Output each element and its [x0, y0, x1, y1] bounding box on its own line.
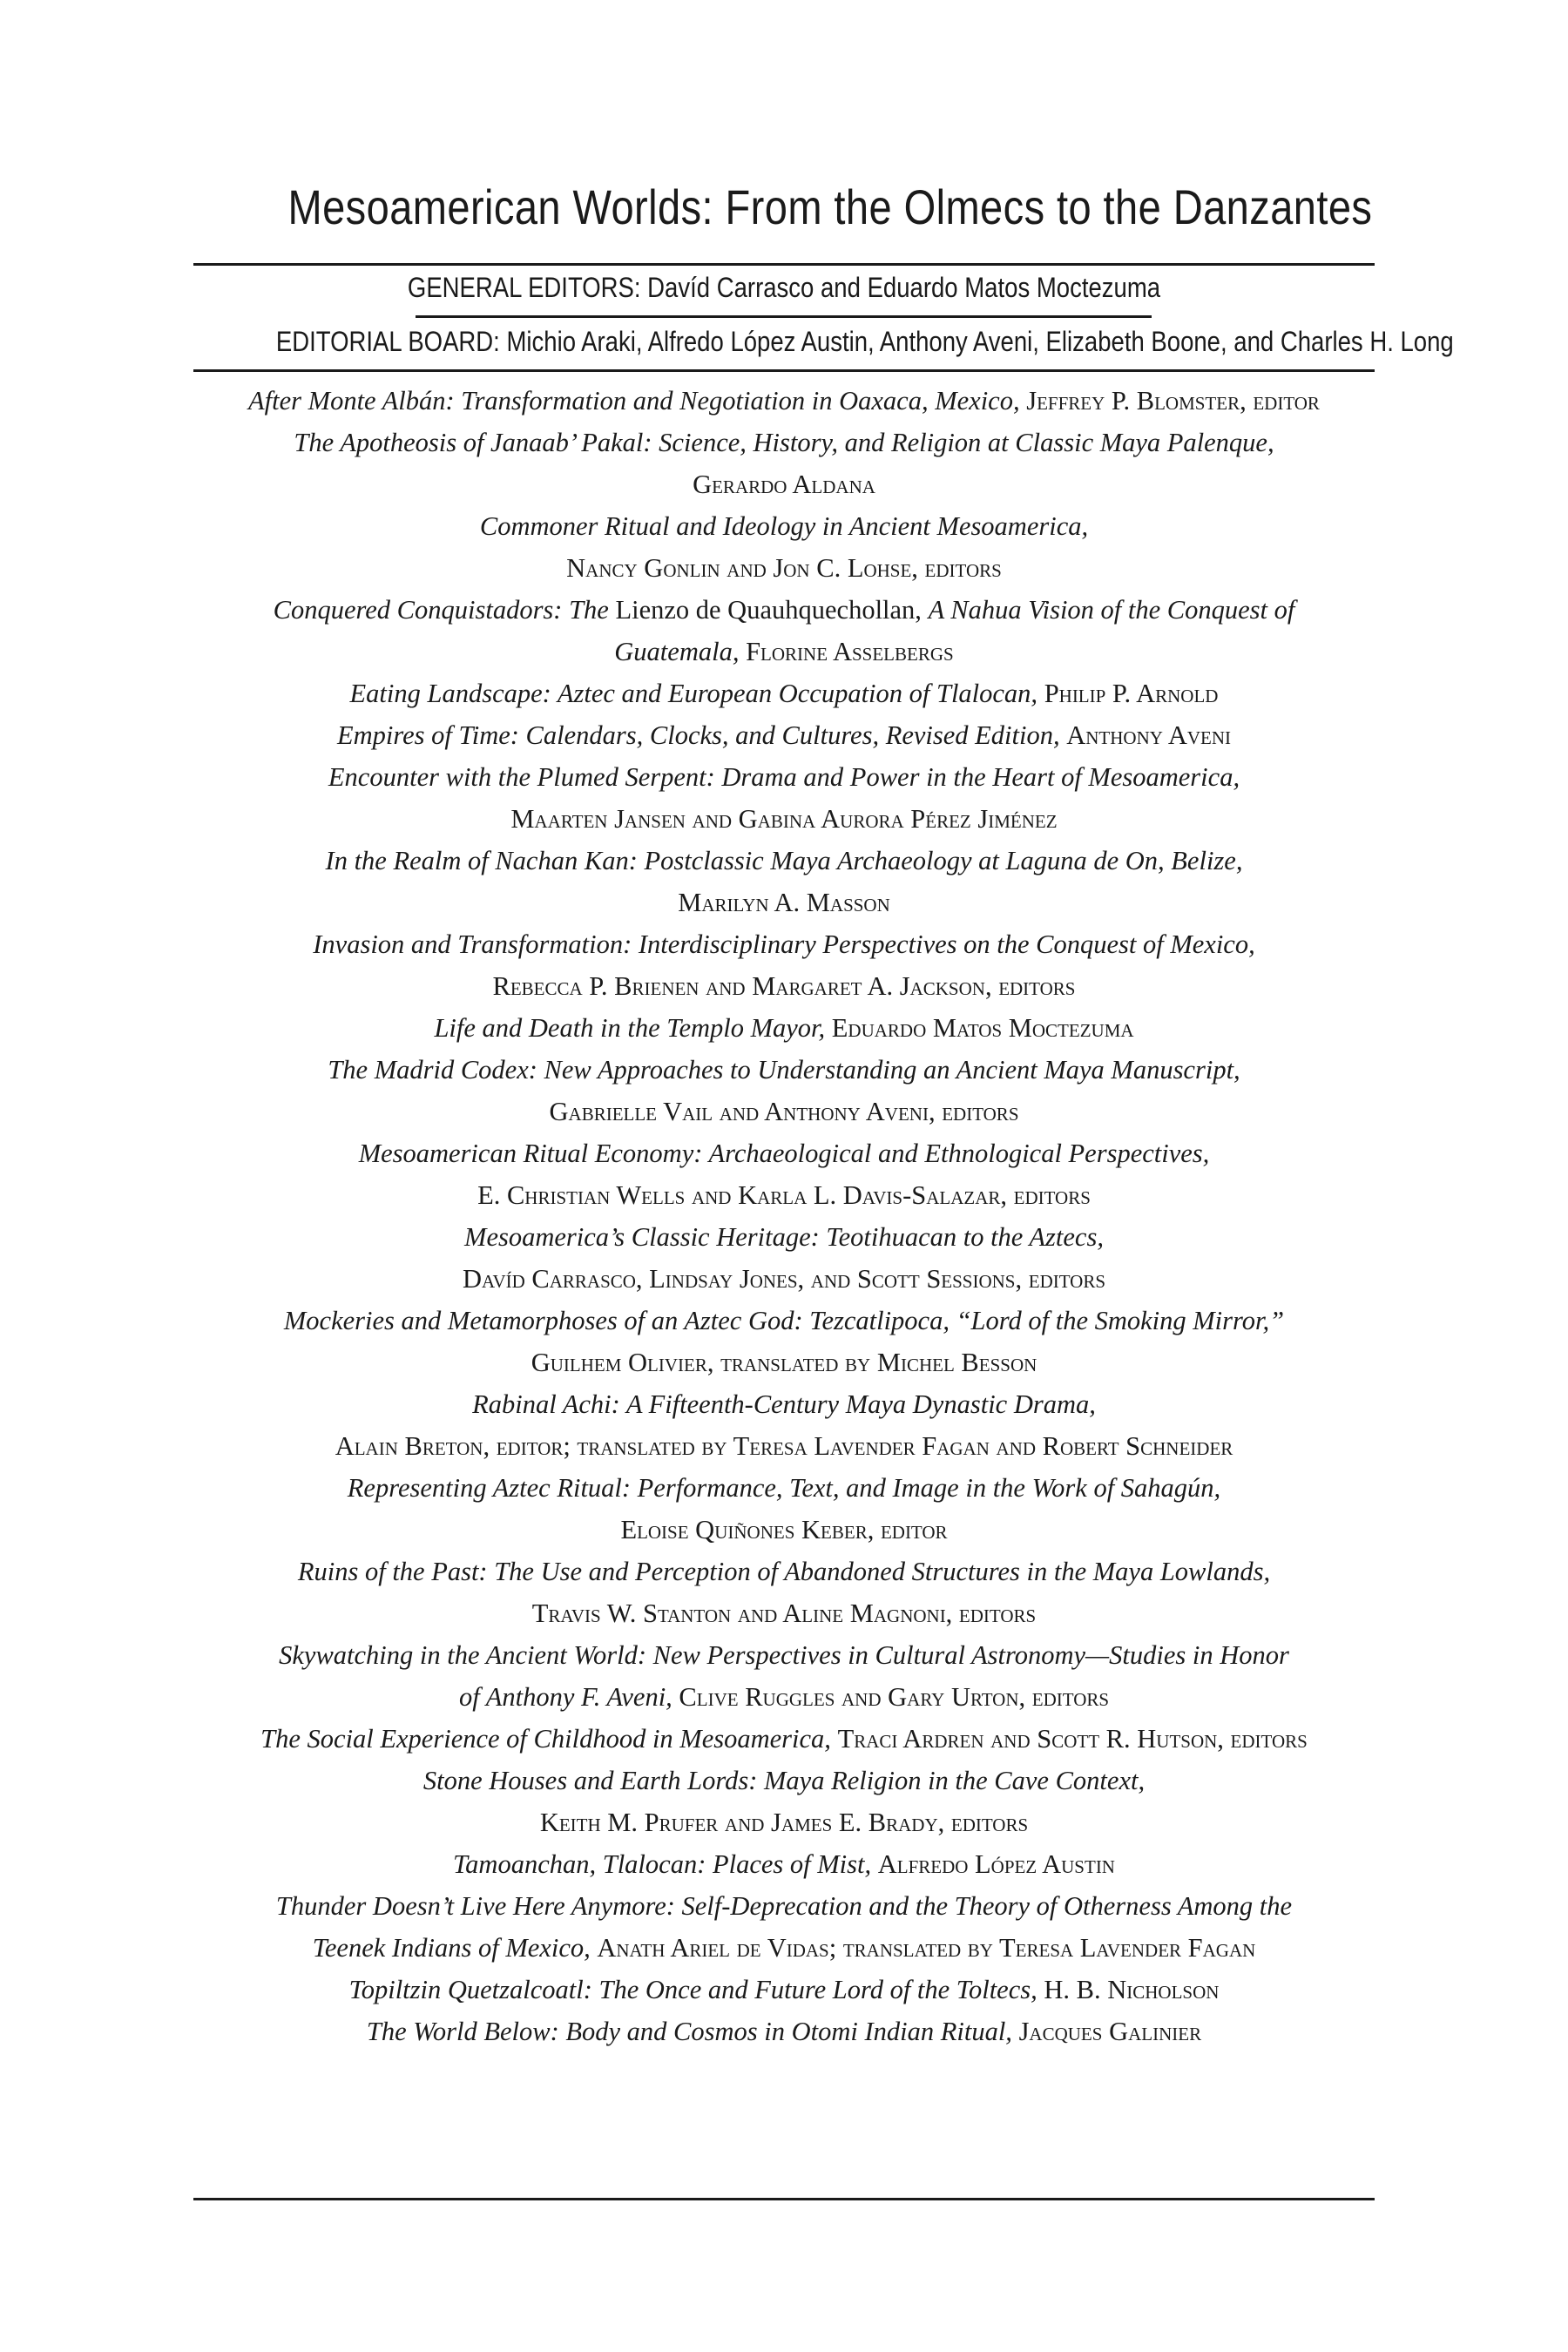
book-author: Marilyn A. Masson — [678, 888, 890, 917]
book-entry-line — [193, 798, 1375, 840]
book-entry — [193, 1634, 1375, 1718]
editors-divider — [416, 315, 1152, 318]
general-editors: GENERAL EDITORS: Davíd Carrasco and Eduardo Matos Moctezuma — [407, 272, 1161, 303]
book-title: Thunder Doesn’t Live Here Anymore: Self-Deprecation and the Theory of Otherness Among the — [275, 1891, 1293, 1921]
book-author: Travis W. Stanton and Aline Magnoni, editors — [531, 1598, 1037, 1628]
book-entry — [193, 756, 1375, 840]
board-divider — [193, 369, 1375, 372]
book-title: In the Realm of Nachan Kan: Postclassic Maya Archaeology at Laguna de On, Belize, — [325, 846, 1243, 875]
title-divider — [193, 263, 1375, 266]
book-entry-line — [193, 1132, 1375, 1174]
book-entry — [193, 1383, 1375, 1467]
book-title: Ruins of the Past: The Use and Perception of Abandoned Structures in the Maya Lowlands, — [297, 1557, 1271, 1586]
book-entry-line — [193, 463, 1375, 505]
book-author: Jacques Galinier — [1018, 2017, 1202, 2046]
book-entry — [193, 2011, 1375, 2052]
book-entry — [193, 380, 1375, 422]
book-entry-line — [193, 1801, 1375, 1843]
book-title: Mockeries and Metamorphoses of an Aztec God: Tezcatlipoca, “Lord of the Smoking Mirror,” — [283, 1306, 1285, 1335]
book-entry — [193, 505, 1375, 589]
book-entry — [193, 1007, 1375, 1049]
book-entry — [193, 714, 1375, 756]
book-entry-line — [193, 1300, 1375, 1342]
book-entry-line — [193, 1969, 1375, 2011]
book-entry-line — [193, 1676, 1375, 1718]
book-author: Alain Breton, editor; translated by Teresa Lavender Fagan and Robert Schneider — [335, 1431, 1233, 1461]
editorial-board: EDITORIAL BOARD: Michio Araki, Alfredo López Austin, Anthony Aveni, Elizabeth Boone, and Charles H. Long — [275, 326, 1454, 357]
book-title-upright: Lienzo de Quauhquechollan, — [615, 595, 922, 625]
book-entry-line — [193, 631, 1375, 672]
book-author: Davíd Carrasco, Lindsay Jones, and Scott Sessions, editors — [462, 1264, 1106, 1294]
book-entry — [193, 1969, 1375, 2011]
book-title: Encounter with the Plumed Serpent: Drama and Power in the Heart of Mesoamerica, — [328, 762, 1240, 792]
book-author: Traci Ardren and Scott R. Hutson, editors — [837, 1724, 1308, 1754]
book-entry — [193, 422, 1375, 505]
book-entry-line — [193, 1383, 1375, 1425]
book-entry — [193, 840, 1375, 923]
book-entry-line — [193, 1927, 1375, 1969]
book-title: The World Below: Body and Cosmos in Otomi Indian Ritual, — [366, 2017, 1012, 2046]
book-title: Invasion and Transformation: Interdisciplinary Perspectives on the Conquest of Mexico, — [313, 929, 1255, 959]
book-title: Rabinal Achi: A Fifteenth-Century Maya Dynastic Drama, — [472, 1389, 1096, 1419]
book-entry-line — [193, 1342, 1375, 1383]
book-title: Tamoanchan, Tlalocan: Places of Mist, — [453, 1849, 872, 1879]
book-author: Jeffrey P. Blomster, editor — [1026, 386, 1320, 416]
book-entry-line — [193, 2011, 1375, 2052]
book-entry-line — [193, 1216, 1375, 1258]
book-author: Guilhem Olivier, translated by Michel Besson — [531, 1348, 1037, 1377]
book-author: Eduardo Matos Moctezuma — [831, 1013, 1134, 1043]
book-entry-line — [193, 965, 1375, 1007]
book-title: Life and Death in the Templo Mayor, — [434, 1013, 826, 1043]
book-author: Florine Asselbergs — [746, 637, 954, 666]
book-entry-line — [193, 714, 1375, 756]
book-entry — [193, 589, 1375, 672]
book-entry — [193, 1049, 1375, 1132]
book-entry — [193, 1132, 1375, 1216]
book-author: E. Christian Wells and Karla L. Davis-Salazar, editors — [477, 1180, 1091, 1210]
book-entry — [193, 1718, 1375, 1760]
book-author: H. B. Nicholson — [1044, 1975, 1220, 2004]
book-author: Keith M. Prufer and James E. Brady, editors — [539, 1808, 1029, 1837]
book-author: Rebecca P. Brienen and Margaret A. Jackson, editors — [492, 971, 1076, 1001]
book-title: Teenek Indians of Mexico, — [312, 1933, 591, 1963]
book-entry-line — [193, 1551, 1375, 1592]
book-entry — [193, 1885, 1375, 1969]
book-title: The Madrid Codex: New Approaches to Understanding an Ancient Maya Manuscript, — [328, 1055, 1240, 1085]
book-title: After Monte Albán: Transformation and Negotiation in Oaxaca, Mexico, — [248, 386, 1020, 416]
book-entry-line — [193, 1760, 1375, 1801]
book-author: Clive Ruggles and Gary Urton, editors — [679, 1682, 1110, 1712]
book-list — [193, 380, 1375, 2052]
book-author: Anath Ariel de Vidas; translated by Teresa Lavender Fagan — [597, 1933, 1256, 1963]
book-title: Representing Aztec Ritual: Performance, Text, and Image in the Work of Sahagún, — [347, 1473, 1221, 1503]
book-title: Commoner Ritual and Ideology in Ancient Mesoamerica, — [479, 511, 1089, 541]
book-entry — [193, 1843, 1375, 1885]
book-entry — [193, 672, 1375, 714]
book-author: Eloise Quiñones Keber, editor — [620, 1515, 948, 1544]
book-title: The Social Experience of Childhood in Mesoamerica, — [260, 1724, 831, 1754]
book-title: Topiltzin Quetzalcoatl: The Once and Future Lord of the Toltecs, — [348, 1975, 1037, 2004]
book-entry-line — [193, 1091, 1375, 1132]
book-author: Alfredo López Austin — [877, 1849, 1115, 1879]
book-title: Skywatching in the Ancient World: New Perspectives in Cultural Astronomy—Studies in Honor — [279, 1640, 1289, 1670]
book-entry-line — [193, 1049, 1375, 1091]
book-entry-line — [193, 1258, 1375, 1300]
book-title: A Nahua Vision of the Conquest of — [928, 595, 1295, 625]
book-entry — [193, 1551, 1375, 1634]
book-title: Guatemala, — [614, 637, 740, 666]
book-entry-line — [193, 1634, 1375, 1676]
book-entry-line — [193, 1843, 1375, 1885]
book-entry — [193, 1760, 1375, 1843]
book-entry-line — [193, 505, 1375, 547]
book-entry-line — [193, 589, 1375, 631]
book-title: Mesoamerica’s Classic Heritage: Teotihuacan to the Aztecs, — [464, 1222, 1104, 1252]
series-title: Mesoamerican Worlds: From the Olmecs to the Danzantes — [287, 179, 1373, 234]
book-author: Maarten Jansen and Gabina Aurora Pérez Jiménez — [510, 804, 1058, 834]
book-author: Philip P. Arnold — [1044, 679, 1219, 708]
book-entry-line — [193, 756, 1375, 798]
book-title: Conquered Conquistadors: The — [273, 595, 609, 625]
book-entry-line — [193, 1425, 1375, 1467]
series-page — [193, 0, 1454, 2352]
book-entry-line — [193, 547, 1375, 589]
book-entry-line — [193, 1885, 1375, 1927]
book-author: Gabrielle Vail and Anthony Aveni, editors — [549, 1097, 1019, 1126]
book-author: Gerardo Aldana — [693, 470, 875, 499]
book-entry-line — [193, 672, 1375, 714]
book-entry-line — [193, 882, 1375, 923]
book-entry — [193, 1467, 1375, 1551]
book-author: Anthony Aveni — [1066, 720, 1232, 750]
book-title: of Anthony F. Aveni, — [458, 1682, 672, 1712]
book-entry-line — [193, 380, 1375, 422]
book-entry-line — [193, 923, 1375, 965]
book-title: The Apotheosis of Janaab’ Pakal: Science, History, and Religion at Classic Maya Palenque, — [294, 428, 1274, 457]
book-entry-line — [193, 1509, 1375, 1551]
book-entry-line — [193, 1467, 1375, 1509]
book-title: Stone Houses and Earth Lords: Maya Religion in the Cave Context, — [422, 1766, 1146, 1795]
book-entry-line — [193, 1174, 1375, 1216]
book-entry-line — [193, 840, 1375, 882]
book-title: Eating Landscape: Aztec and European Occupation of Tlalocan, — [349, 679, 1038, 708]
book-title: Mesoamerican Ritual Economy: Archaeological and Ethnological Perspectives, — [358, 1139, 1210, 1168]
list-end-divider — [193, 2198, 1375, 2200]
book-entry-line — [193, 1592, 1375, 1634]
book-entry — [193, 1300, 1375, 1383]
book-entry — [193, 923, 1375, 1007]
book-author: Nancy Gonlin and Jon C. Lohse, editors — [566, 553, 1002, 583]
book-entry-line — [193, 422, 1375, 463]
book-title: Empires of Time: Calendars, Clocks, and Cultures, Revised Edition, — [336, 720, 1060, 750]
book-entry — [193, 1216, 1375, 1300]
book-entry-line — [193, 1007, 1375, 1049]
book-entry-line — [193, 1718, 1375, 1760]
